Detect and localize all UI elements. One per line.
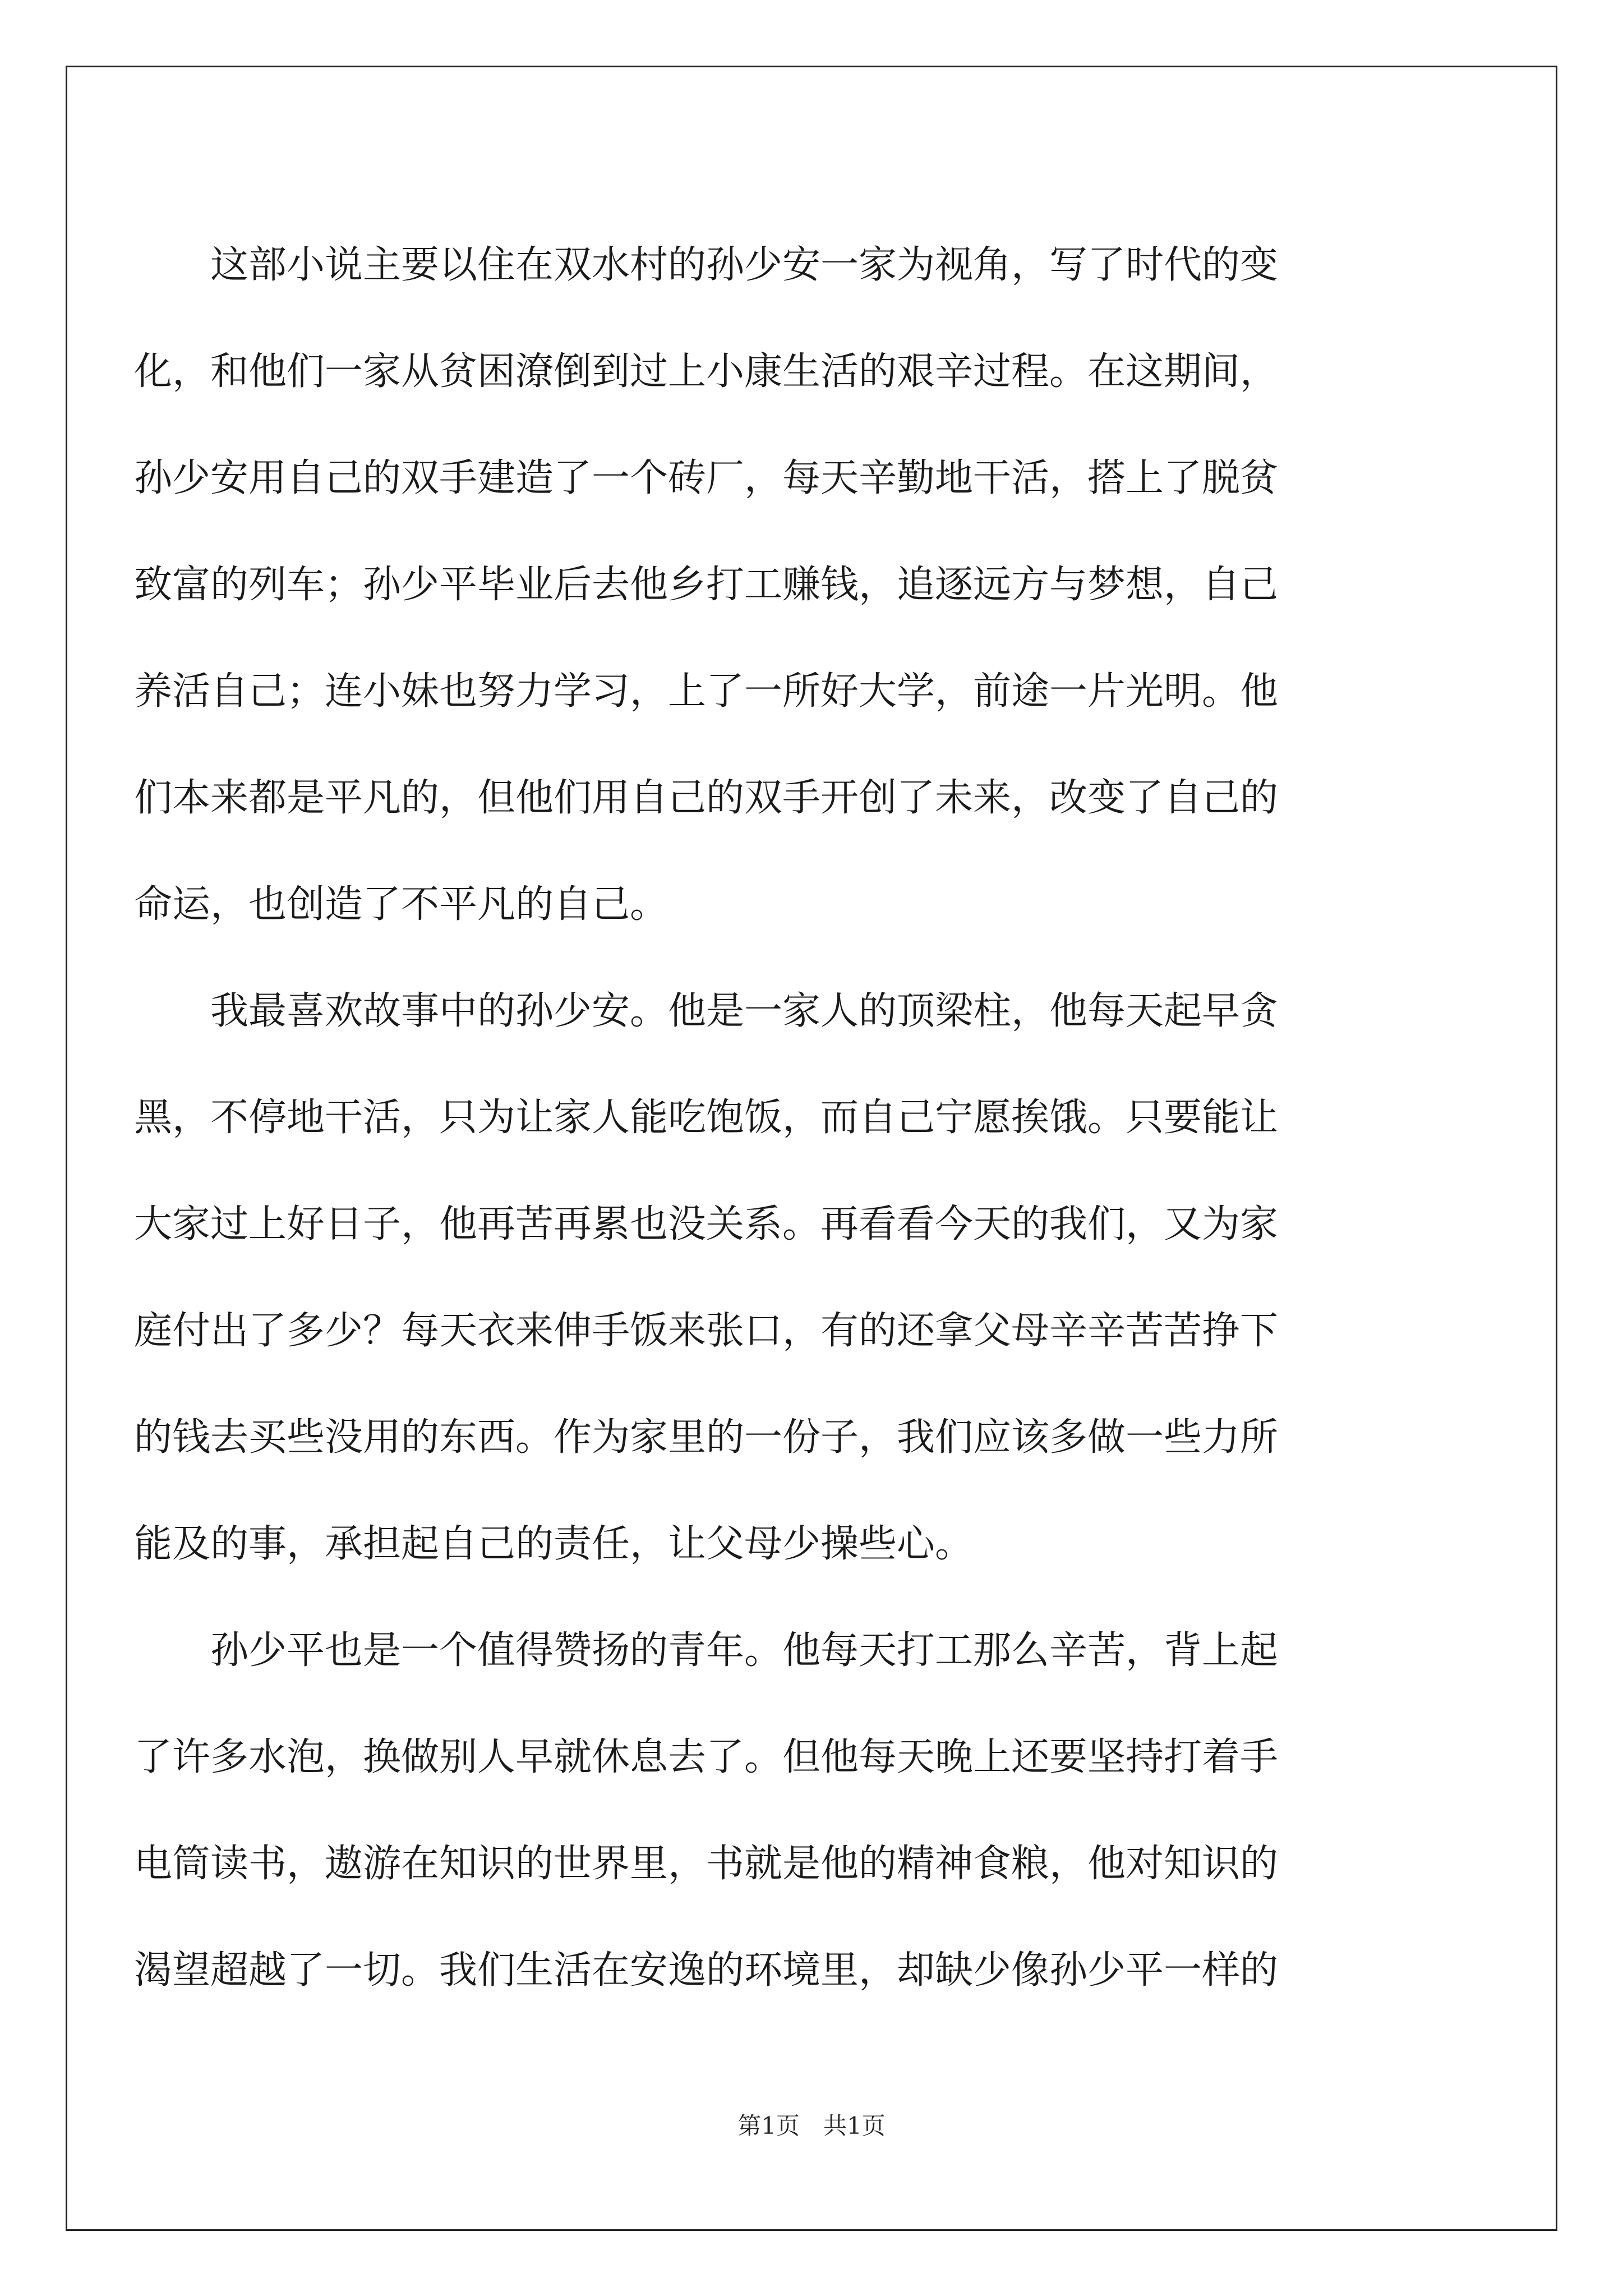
text-line: 这部小说主要以住在双水村的孙少安一家为视角，写了时代的变	[134, 243, 1279, 287]
text-line: 电筒读书，遨游在知识的世界里，书就是他的精神食粮，他对知识的	[134, 1842, 1279, 1886]
text-line: 大家过上好日子，他再苦再累也没关系。再看看今天的我们，又为家	[134, 1202, 1279, 1246]
text-line: 了许多水泡，换做别人早就休息去了。但他每天晚上还要坚持打着手	[134, 1735, 1279, 1779]
text-line: 孙少平也是一个值得赞扬的青年。他每天打工那么辛苦，背上起	[134, 1628, 1279, 1673]
text-line: 们本来都是平凡的，但他们用自己的双手开创了未来，改变了自己的	[134, 776, 1279, 820]
text-line: 能及的事，承担起自己的责任，让父母少操些心。	[134, 1522, 974, 1566]
text-line: 黑，不停地干活，只为让家人能吃饱饭，而自己宁愿挨饿。只要能让	[134, 1096, 1279, 1140]
text-line: 孙少安用自己的双手建造了一个砖厂，每天辛勤地干活，搭上了脱贫	[134, 456, 1279, 500]
text-line: 致富的列车；孙少平毕业后去他乡打工赚钱，追逐远方与梦想，自己	[134, 563, 1279, 607]
text-line: 命运，也创造了不平凡的自己。	[134, 882, 668, 927]
text-line: 渴望超越了一切。我们生活在安逸的环境里，却缺少像孙少平一样的	[134, 1948, 1279, 1993]
text-line: 养活自己；连小妹也努力学习，上了一所好大学，前途一片光明。他	[134, 669, 1279, 714]
text-line: 我最喜欢故事中的孙少安。他是一家人的顶梁柱，他每天起早贪	[134, 989, 1279, 1033]
text-line: 庭付出了多少？每天衣来伸手饭来张口，有的还拿父母辛辛苦苦挣下	[134, 1309, 1279, 1353]
text-line: 的钱去买些没用的东西。作为家里的一份子，我们应该多做一些力所	[134, 1415, 1279, 1460]
page-footer: 第1页 共1页	[737, 2112, 886, 2139]
text-line: 化，和他们一家从贫困潦倒到过上小康生活的艰辛过程。在这期间，	[134, 349, 1279, 394]
document-body	[134, 212, 1430, 2024]
